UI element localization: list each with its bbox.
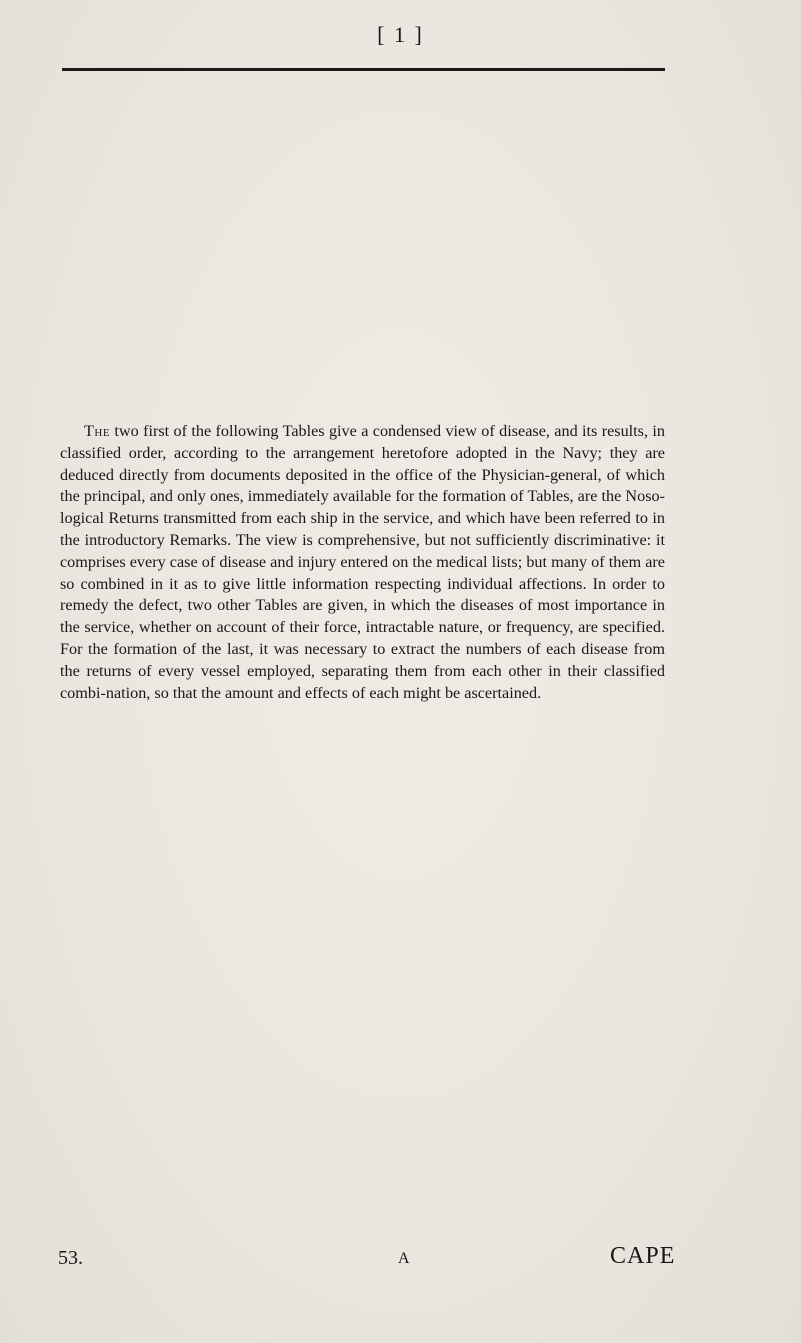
lead-word: The bbox=[84, 422, 111, 440]
signature-mark: A bbox=[398, 1250, 410, 1267]
body-paragraph bbox=[60, 421, 665, 704]
paragraph-text: two first of the following Tables give a condensed view of disease, and its results, in classified order, according to the arrangement heretofore adopted in the Navy; they are deduced directly from documents deposited in the office of the Physician-general, of which the principal, and only ones, immediately available for the formation of Tables, are the Noso-logical Returns transmitted from each ship in the service, and which have been referred to in the introductory Remarks. The view is comprehensive, but not sufficiently discriminative: it comprises every case of disease and injury entered on the medical lists; but many of them are so combined in it as to give little information respecting individual affections. In order to remedy the defect, two other Tables are given, in which the diseases of most importance in the service, whether on account of their force, intractable nature, or frequency, are specified. For the formation of the last, it was necessary to extract the numbers of each disease from the returns of every vessel employed, separating them from each other in their classified combi-nation, so that the amount and effects of each might be ascertained. bbox=[60, 422, 665, 702]
catchword: CAPE bbox=[610, 1243, 676, 1269]
sheet-number: 53. bbox=[58, 1247, 83, 1269]
header-rule bbox=[62, 68, 665, 71]
page-number: [ 1 ] bbox=[377, 22, 424, 47]
